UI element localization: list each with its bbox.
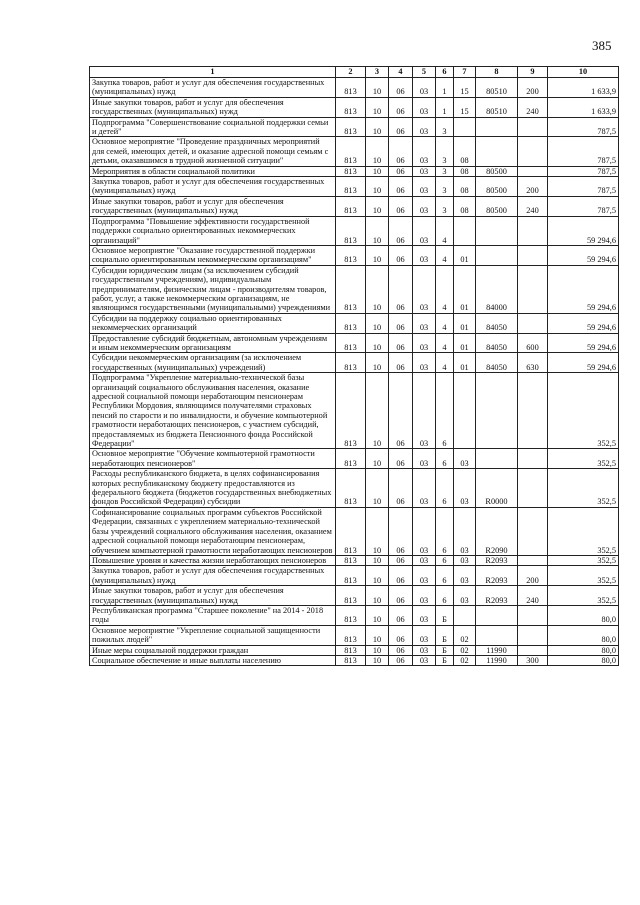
subprogram-code-cell: 6 — [436, 566, 454, 586]
table-row — [90, 245, 619, 265]
table-row — [90, 216, 619, 245]
expense-name-cell: Основное мероприятие "Укрепление социальной защищенности пожилых людей" — [90, 625, 336, 645]
expense-name-cell: Повышение уровня и качества жизни неработающих пенсионеров — [90, 555, 336, 565]
direction-code-cell — [476, 245, 518, 265]
expense-type-code-cell: 240 — [518, 97, 548, 117]
amount-cell: 352,5 — [548, 555, 619, 565]
ministry-code-cell: 813 — [336, 97, 366, 117]
program-code-cell: 03 — [413, 353, 436, 373]
table-row — [90, 313, 619, 333]
program-code-cell: 03 — [413, 469, 436, 508]
measure-code-cell: 03 — [454, 507, 476, 555]
subsection-code-cell: 06 — [389, 373, 413, 449]
subprogram-code-cell: 4 — [436, 333, 454, 353]
amount-cell: 80,0 — [548, 655, 619, 665]
program-code-cell: 03 — [413, 97, 436, 117]
ministry-code-cell: 813 — [336, 245, 366, 265]
subprogram-code-cell: 4 — [436, 265, 454, 313]
subsection-code-cell: 06 — [389, 137, 413, 166]
expense-name-cell: Закупка товаров, работ и услуг для обеспечения государственных (муниципальных) нужд — [90, 177, 336, 197]
section-code-cell: 10 — [366, 216, 389, 245]
subprogram-code-cell: 3 — [436, 166, 454, 176]
subprogram-code-cell: 6 — [436, 507, 454, 555]
program-code-cell: 03 — [413, 645, 436, 655]
table-row — [90, 117, 619, 137]
amount-cell: 80,0 — [548, 605, 619, 625]
amount-cell: 352,5 — [548, 449, 619, 469]
amount-cell: 80,0 — [548, 625, 619, 645]
direction-code-cell — [476, 216, 518, 245]
subsection-code-cell: 06 — [389, 177, 413, 197]
direction-code-cell: 11990 — [476, 655, 518, 665]
measure-code-cell: 02 — [454, 655, 476, 665]
column-header: 7 — [454, 67, 476, 78]
section-code-cell: 10 — [366, 196, 389, 216]
subprogram-code-cell: 4 — [436, 245, 454, 265]
direction-code-cell: R2090 — [476, 507, 518, 555]
subsection-code-cell: 06 — [389, 555, 413, 565]
ministry-code-cell: 813 — [336, 117, 366, 137]
ministry-code-cell: 813 — [336, 586, 366, 606]
direction-code-cell — [476, 373, 518, 449]
column-header: 3 — [366, 67, 389, 78]
direction-code-cell: 80500 — [476, 196, 518, 216]
section-code-cell: 10 — [366, 586, 389, 606]
ministry-code-cell: 813 — [336, 78, 366, 98]
ministry-code-cell: 813 — [336, 196, 366, 216]
table-row — [90, 655, 619, 665]
ministry-code-cell: 813 — [336, 265, 366, 313]
direction-code-cell — [476, 605, 518, 625]
amount-cell: 787,5 — [548, 117, 619, 137]
section-code-cell: 10 — [366, 166, 389, 176]
section-code-cell: 10 — [366, 449, 389, 469]
direction-code-cell: R2093 — [476, 586, 518, 606]
section-code-cell: 10 — [366, 507, 389, 555]
amount-cell: 352,5 — [548, 469, 619, 508]
ministry-code-cell: 813 — [336, 353, 366, 373]
expense-type-code-cell — [518, 449, 548, 469]
table-row — [90, 265, 619, 313]
direction-code-cell: 84050 — [476, 353, 518, 373]
table-row — [90, 137, 619, 166]
table-row — [90, 645, 619, 655]
ministry-code-cell: 813 — [336, 469, 366, 508]
ministry-code-cell: 813 — [336, 555, 366, 565]
expense-type-code-cell — [518, 625, 548, 645]
program-code-cell: 03 — [413, 655, 436, 665]
direction-code-cell — [476, 137, 518, 166]
section-code-cell: 10 — [366, 313, 389, 333]
measure-code-cell — [454, 373, 476, 449]
amount-cell: 59 294,6 — [548, 265, 619, 313]
subprogram-code-cell: 3 — [436, 177, 454, 197]
section-code-cell: 10 — [366, 645, 389, 655]
column-header: 6 — [436, 67, 454, 78]
amount-cell: 59 294,6 — [548, 245, 619, 265]
table-row — [90, 333, 619, 353]
amount-cell: 787,5 — [548, 177, 619, 197]
expense-type-code-cell — [518, 216, 548, 245]
ministry-code-cell: 813 — [336, 449, 366, 469]
column-header: 5 — [413, 67, 436, 78]
table-row — [90, 177, 619, 197]
amount-cell: 352,5 — [548, 586, 619, 606]
table-row — [90, 507, 619, 555]
column-header: 2 — [336, 67, 366, 78]
expense-name-cell: Мероприятия в области социальной политики — [90, 166, 336, 176]
subprogram-code-cell: Б — [436, 605, 454, 625]
section-code-cell: 10 — [366, 117, 389, 137]
expense-name-cell: Закупка товаров, работ и услуг для обеспечения государственных (муниципальных) нужд — [90, 78, 336, 98]
ministry-code-cell: 813 — [336, 655, 366, 665]
measure-code-cell: 03 — [454, 555, 476, 565]
measure-code-cell — [454, 605, 476, 625]
ministry-code-cell: 813 — [336, 137, 366, 166]
amount-cell: 59 294,6 — [548, 333, 619, 353]
subsection-code-cell: 06 — [389, 333, 413, 353]
ministry-code-cell: 813 — [336, 313, 366, 333]
measure-code-cell: 03 — [454, 586, 476, 606]
subprogram-code-cell: 3 — [436, 196, 454, 216]
expense-type-code-cell — [518, 645, 548, 655]
subprogram-code-cell: 1 — [436, 97, 454, 117]
expense-type-code-cell — [518, 117, 548, 137]
direction-code-cell: 84050 — [476, 313, 518, 333]
program-code-cell: 03 — [413, 449, 436, 469]
measure-code-cell: 02 — [454, 645, 476, 655]
amount-cell: 352,5 — [548, 566, 619, 586]
subsection-code-cell: 06 — [389, 449, 413, 469]
program-code-cell: 03 — [413, 605, 436, 625]
subsection-code-cell: 06 — [389, 507, 413, 555]
subsection-code-cell: 06 — [389, 216, 413, 245]
section-code-cell: 10 — [366, 97, 389, 117]
subprogram-code-cell: 4 — [436, 216, 454, 245]
expense-type-code-cell — [518, 555, 548, 565]
subsection-code-cell: 06 — [389, 97, 413, 117]
ministry-code-cell: 813 — [336, 566, 366, 586]
direction-code-cell: 80510 — [476, 78, 518, 98]
measure-code-cell: 02 — [454, 625, 476, 645]
expense-name-cell: Иные закупки товаров, работ и услуг для обеспечения государственных (муниципальных) нужд — [90, 97, 336, 117]
program-code-cell: 03 — [413, 555, 436, 565]
program-code-cell: 03 — [413, 265, 436, 313]
amount-cell: 787,5 — [548, 196, 619, 216]
amount-cell: 352,5 — [548, 507, 619, 555]
expense-type-code-cell — [518, 373, 548, 449]
program-code-cell: 03 — [413, 313, 436, 333]
column-header: 8 — [476, 67, 518, 78]
subprogram-code-cell: Б — [436, 645, 454, 655]
subsection-code-cell: 06 — [389, 566, 413, 586]
direction-code-cell — [476, 449, 518, 469]
column-header: 4 — [389, 67, 413, 78]
expense-name-cell: Основное мероприятие "Обучение компьютерной грамотности неработающих пенсионеров" — [90, 449, 336, 469]
subsection-code-cell: 06 — [389, 645, 413, 655]
program-code-cell: 03 — [413, 166, 436, 176]
measure-code-cell: 01 — [454, 245, 476, 265]
measure-code-cell: 03 — [454, 566, 476, 586]
direction-code-cell: 84000 — [476, 265, 518, 313]
measure-code-cell: 03 — [454, 469, 476, 508]
expense-type-code-cell — [518, 507, 548, 555]
program-code-cell: 03 — [413, 373, 436, 449]
section-code-cell: 10 — [366, 605, 389, 625]
subsection-code-cell: 06 — [389, 117, 413, 137]
expense-type-code-cell: 300 — [518, 655, 548, 665]
measure-code-cell: 01 — [454, 313, 476, 333]
subprogram-code-cell: 4 — [436, 353, 454, 373]
subprogram-code-cell: 1 — [436, 78, 454, 98]
table-row — [90, 97, 619, 117]
direction-code-cell — [476, 117, 518, 137]
expense-type-code-cell — [518, 605, 548, 625]
subsection-code-cell: 06 — [389, 245, 413, 265]
expense-name-cell: Основное мероприятие "Оказание государственной поддержки социально ориентированным некоммерческим организациям" — [90, 245, 336, 265]
ministry-code-cell: 813 — [336, 333, 366, 353]
measure-code-cell: 08 — [454, 166, 476, 176]
expense-type-code-cell — [518, 469, 548, 508]
ministry-code-cell: 813 — [336, 216, 366, 245]
measure-code-cell: 15 — [454, 97, 476, 117]
section-code-cell: 10 — [366, 245, 389, 265]
amount-cell: 1 633,9 — [548, 78, 619, 98]
expense-type-code-cell: 200 — [518, 177, 548, 197]
program-code-cell: 03 — [413, 117, 436, 137]
expense-name-cell: Расходы республиканского бюджета, в целях софинансирования которых республиканскому бюджету предоставляются из федерального бюджета (бюджетов государственных внебюджетных фондов Российской Федерации) субсидии — [90, 469, 336, 508]
column-header: 1 — [90, 67, 336, 78]
expense-type-code-cell — [518, 166, 548, 176]
table-row — [90, 566, 619, 586]
subprogram-code-cell: Б — [436, 655, 454, 665]
page-number: 385 — [592, 38, 612, 53]
section-code-cell: 10 — [366, 177, 389, 197]
subprogram-code-cell: 6 — [436, 449, 454, 469]
ministry-code-cell: 813 — [336, 373, 366, 449]
direction-code-cell: 80510 — [476, 97, 518, 117]
subsection-code-cell: 06 — [389, 625, 413, 645]
subsection-code-cell: 06 — [389, 196, 413, 216]
expense-name-cell: Подпрограмма "Совершенствование социальной поддержки семьи и детей" — [90, 117, 336, 137]
expense-name-cell: Иные меры социальной поддержки граждан — [90, 645, 336, 655]
section-code-cell: 10 — [366, 265, 389, 313]
subsection-code-cell: 06 — [389, 469, 413, 508]
section-code-cell: 10 — [366, 78, 389, 98]
expense-name-cell: Иные закупки товаров, работ и услуг для обеспечения государственных (муниципальных) нужд — [90, 586, 336, 606]
expense-type-code-cell — [518, 137, 548, 166]
expense-type-code-cell — [518, 265, 548, 313]
amount-cell: 1 633,9 — [548, 97, 619, 117]
table-row — [90, 353, 619, 373]
section-code-cell: 10 — [366, 353, 389, 373]
measure-code-cell: 08 — [454, 177, 476, 197]
amount-cell: 59 294,6 — [548, 353, 619, 373]
subsection-code-cell: 06 — [389, 655, 413, 665]
expense-type-code-cell: 200 — [518, 566, 548, 586]
expense-name-cell: Софинансирование социальных программ субъектов Российской Федерации, связанных с укреплением материально-технической базы учреждений социального обслуживания населения, оказанием адресной социальной помощи неработающим пенсионерам, обучением компьютерной грамотности неработающих пенсионеров — [90, 507, 336, 555]
program-code-cell: 03 — [413, 333, 436, 353]
section-code-cell: 10 — [366, 137, 389, 166]
section-code-cell: 10 — [366, 566, 389, 586]
table-row — [90, 449, 619, 469]
program-code-cell: 03 — [413, 137, 436, 166]
budget-table — [89, 66, 619, 666]
subsection-code-cell: 06 — [389, 78, 413, 98]
direction-code-cell: R2093 — [476, 566, 518, 586]
subprogram-code-cell: 6 — [436, 586, 454, 606]
ministry-code-cell: 813 — [336, 177, 366, 197]
expense-name-cell: Субсидии юридическим лицам (за исключением субсидий государственным учреждениям), индивидуальным предпринимателям, физическим лицам - производителям товаров, работ, услуг, а также некоммерческим организациям, не являющимся государственными (муниципальными) учреждениями — [90, 265, 336, 313]
measure-code-cell: 08 — [454, 137, 476, 166]
section-code-cell: 10 — [366, 373, 389, 449]
expense-name-cell: Социальное обеспечение и иные выплаты населению — [90, 655, 336, 665]
measure-code-cell — [454, 117, 476, 137]
subprogram-code-cell: 6 — [436, 373, 454, 449]
expense-type-code-cell: 600 — [518, 333, 548, 353]
amount-cell: 80,0 — [548, 645, 619, 655]
amount-cell: 787,5 — [548, 137, 619, 166]
expense-name-cell: Подпрограмма "Укрепление материально-технической базы организаций социального обслуживания населения, оказание адресной социальной помощи неработающим пенсионерам Республики Мордовия, являющимся получателями страховых пенсий по старости и по инвалидности, и обучение компьютерной грамотности неработающих пенсионеров, с участием субсидий, предоставляемых из бюджета Пенсионного фонда Российской Федерации" — [90, 373, 336, 449]
table-row — [90, 625, 619, 645]
program-code-cell: 03 — [413, 507, 436, 555]
program-code-cell: 03 — [413, 177, 436, 197]
expense-name-cell: Основное мероприятие "Проведение праздничных мероприятий для семей, имеющих детей, и оказание адресной помощи семьям с детьми, оказавшимся в трудной жизненной ситуации" — [90, 137, 336, 166]
subsection-code-cell: 06 — [389, 605, 413, 625]
subsection-code-cell: 06 — [389, 166, 413, 176]
direction-code-cell — [476, 625, 518, 645]
table-row — [90, 555, 619, 565]
ministry-code-cell: 813 — [336, 625, 366, 645]
direction-code-cell: R2093 — [476, 555, 518, 565]
expense-name-cell: Закупка товаров, работ и услуг для обеспечения государственных (муниципальных) нужд — [90, 566, 336, 586]
subsection-code-cell: 06 — [389, 313, 413, 333]
table-row — [90, 469, 619, 508]
measure-code-cell: 03 — [454, 449, 476, 469]
expense-name-cell: Подпрограмма "Повышение эффективности государственной поддержки социально ориентированных некоммерческих организаций" — [90, 216, 336, 245]
direction-code-cell: R0000 — [476, 469, 518, 508]
program-code-cell: 03 — [413, 245, 436, 265]
table-row — [90, 166, 619, 176]
program-code-cell: 03 — [413, 78, 436, 98]
measure-code-cell: 01 — [454, 265, 476, 313]
expense-type-code-cell: 630 — [518, 353, 548, 373]
section-code-cell: 10 — [366, 333, 389, 353]
measure-code-cell: 08 — [454, 196, 476, 216]
section-code-cell: 10 — [366, 655, 389, 665]
column-header: 10 — [548, 67, 619, 78]
amount-cell: 352,5 — [548, 373, 619, 449]
ministry-code-cell: 813 — [336, 166, 366, 176]
direction-code-cell: 80500 — [476, 166, 518, 176]
subsection-code-cell: 06 — [389, 353, 413, 373]
subprogram-code-cell: 6 — [436, 555, 454, 565]
table-row — [90, 78, 619, 98]
section-code-cell: 10 — [366, 469, 389, 508]
program-code-cell: 03 — [413, 196, 436, 216]
program-code-cell: 03 — [413, 586, 436, 606]
expense-type-code-cell — [518, 245, 548, 265]
subprogram-code-cell: 3 — [436, 117, 454, 137]
ministry-code-cell: 813 — [336, 507, 366, 555]
direction-code-cell: 80500 — [476, 177, 518, 197]
amount-cell: 59 294,6 — [548, 313, 619, 333]
column-header: 9 — [518, 67, 548, 78]
section-code-cell: 10 — [366, 555, 389, 565]
subprogram-code-cell: 6 — [436, 469, 454, 508]
section-code-cell: 10 — [366, 625, 389, 645]
amount-cell: 787,5 — [548, 166, 619, 176]
measure-code-cell: 01 — [454, 353, 476, 373]
expense-type-code-cell — [518, 313, 548, 333]
table-row — [90, 605, 619, 625]
program-code-cell: 03 — [413, 216, 436, 245]
expense-type-code-cell: 240 — [518, 196, 548, 216]
table-header-row — [90, 67, 619, 78]
expense-name-cell: Субсидии некоммерческим организациям (за исключением государственных (муниципальных) учреждений) — [90, 353, 336, 373]
expense-name-cell: Субсидии на поддержку социально ориентированных некоммерческих организаций — [90, 313, 336, 333]
table-row — [90, 196, 619, 216]
expense-name-cell: Предоставление субсидий бюджетным, автономным учреждениям и иным некоммерческим организациям — [90, 333, 336, 353]
measure-code-cell: 15 — [454, 78, 476, 98]
expense-type-code-cell: 240 — [518, 586, 548, 606]
subprogram-code-cell: 3 — [436, 137, 454, 166]
direction-code-cell: 84050 — [476, 333, 518, 353]
program-code-cell: 03 — [413, 625, 436, 645]
subsection-code-cell: 06 — [389, 265, 413, 313]
amount-cell: 59 294,6 — [548, 216, 619, 245]
measure-code-cell: 01 — [454, 333, 476, 353]
expense-type-code-cell: 200 — [518, 78, 548, 98]
subprogram-code-cell: 4 — [436, 313, 454, 333]
program-code-cell: 03 — [413, 566, 436, 586]
subsection-code-cell: 06 — [389, 586, 413, 606]
subprogram-code-cell: Б — [436, 625, 454, 645]
expense-name-cell: Иные закупки товаров, работ и услуг для обеспечения государственных (муниципальных) нужд — [90, 196, 336, 216]
table-row — [90, 586, 619, 606]
ministry-code-cell: 813 — [336, 645, 366, 655]
measure-code-cell — [454, 216, 476, 245]
table-row — [90, 373, 619, 449]
ministry-code-cell: 813 — [336, 605, 366, 625]
expense-name-cell: Республиканская программа "Старшее поколение" на 2014 - 2018 годы — [90, 605, 336, 625]
direction-code-cell: 11990 — [476, 645, 518, 655]
